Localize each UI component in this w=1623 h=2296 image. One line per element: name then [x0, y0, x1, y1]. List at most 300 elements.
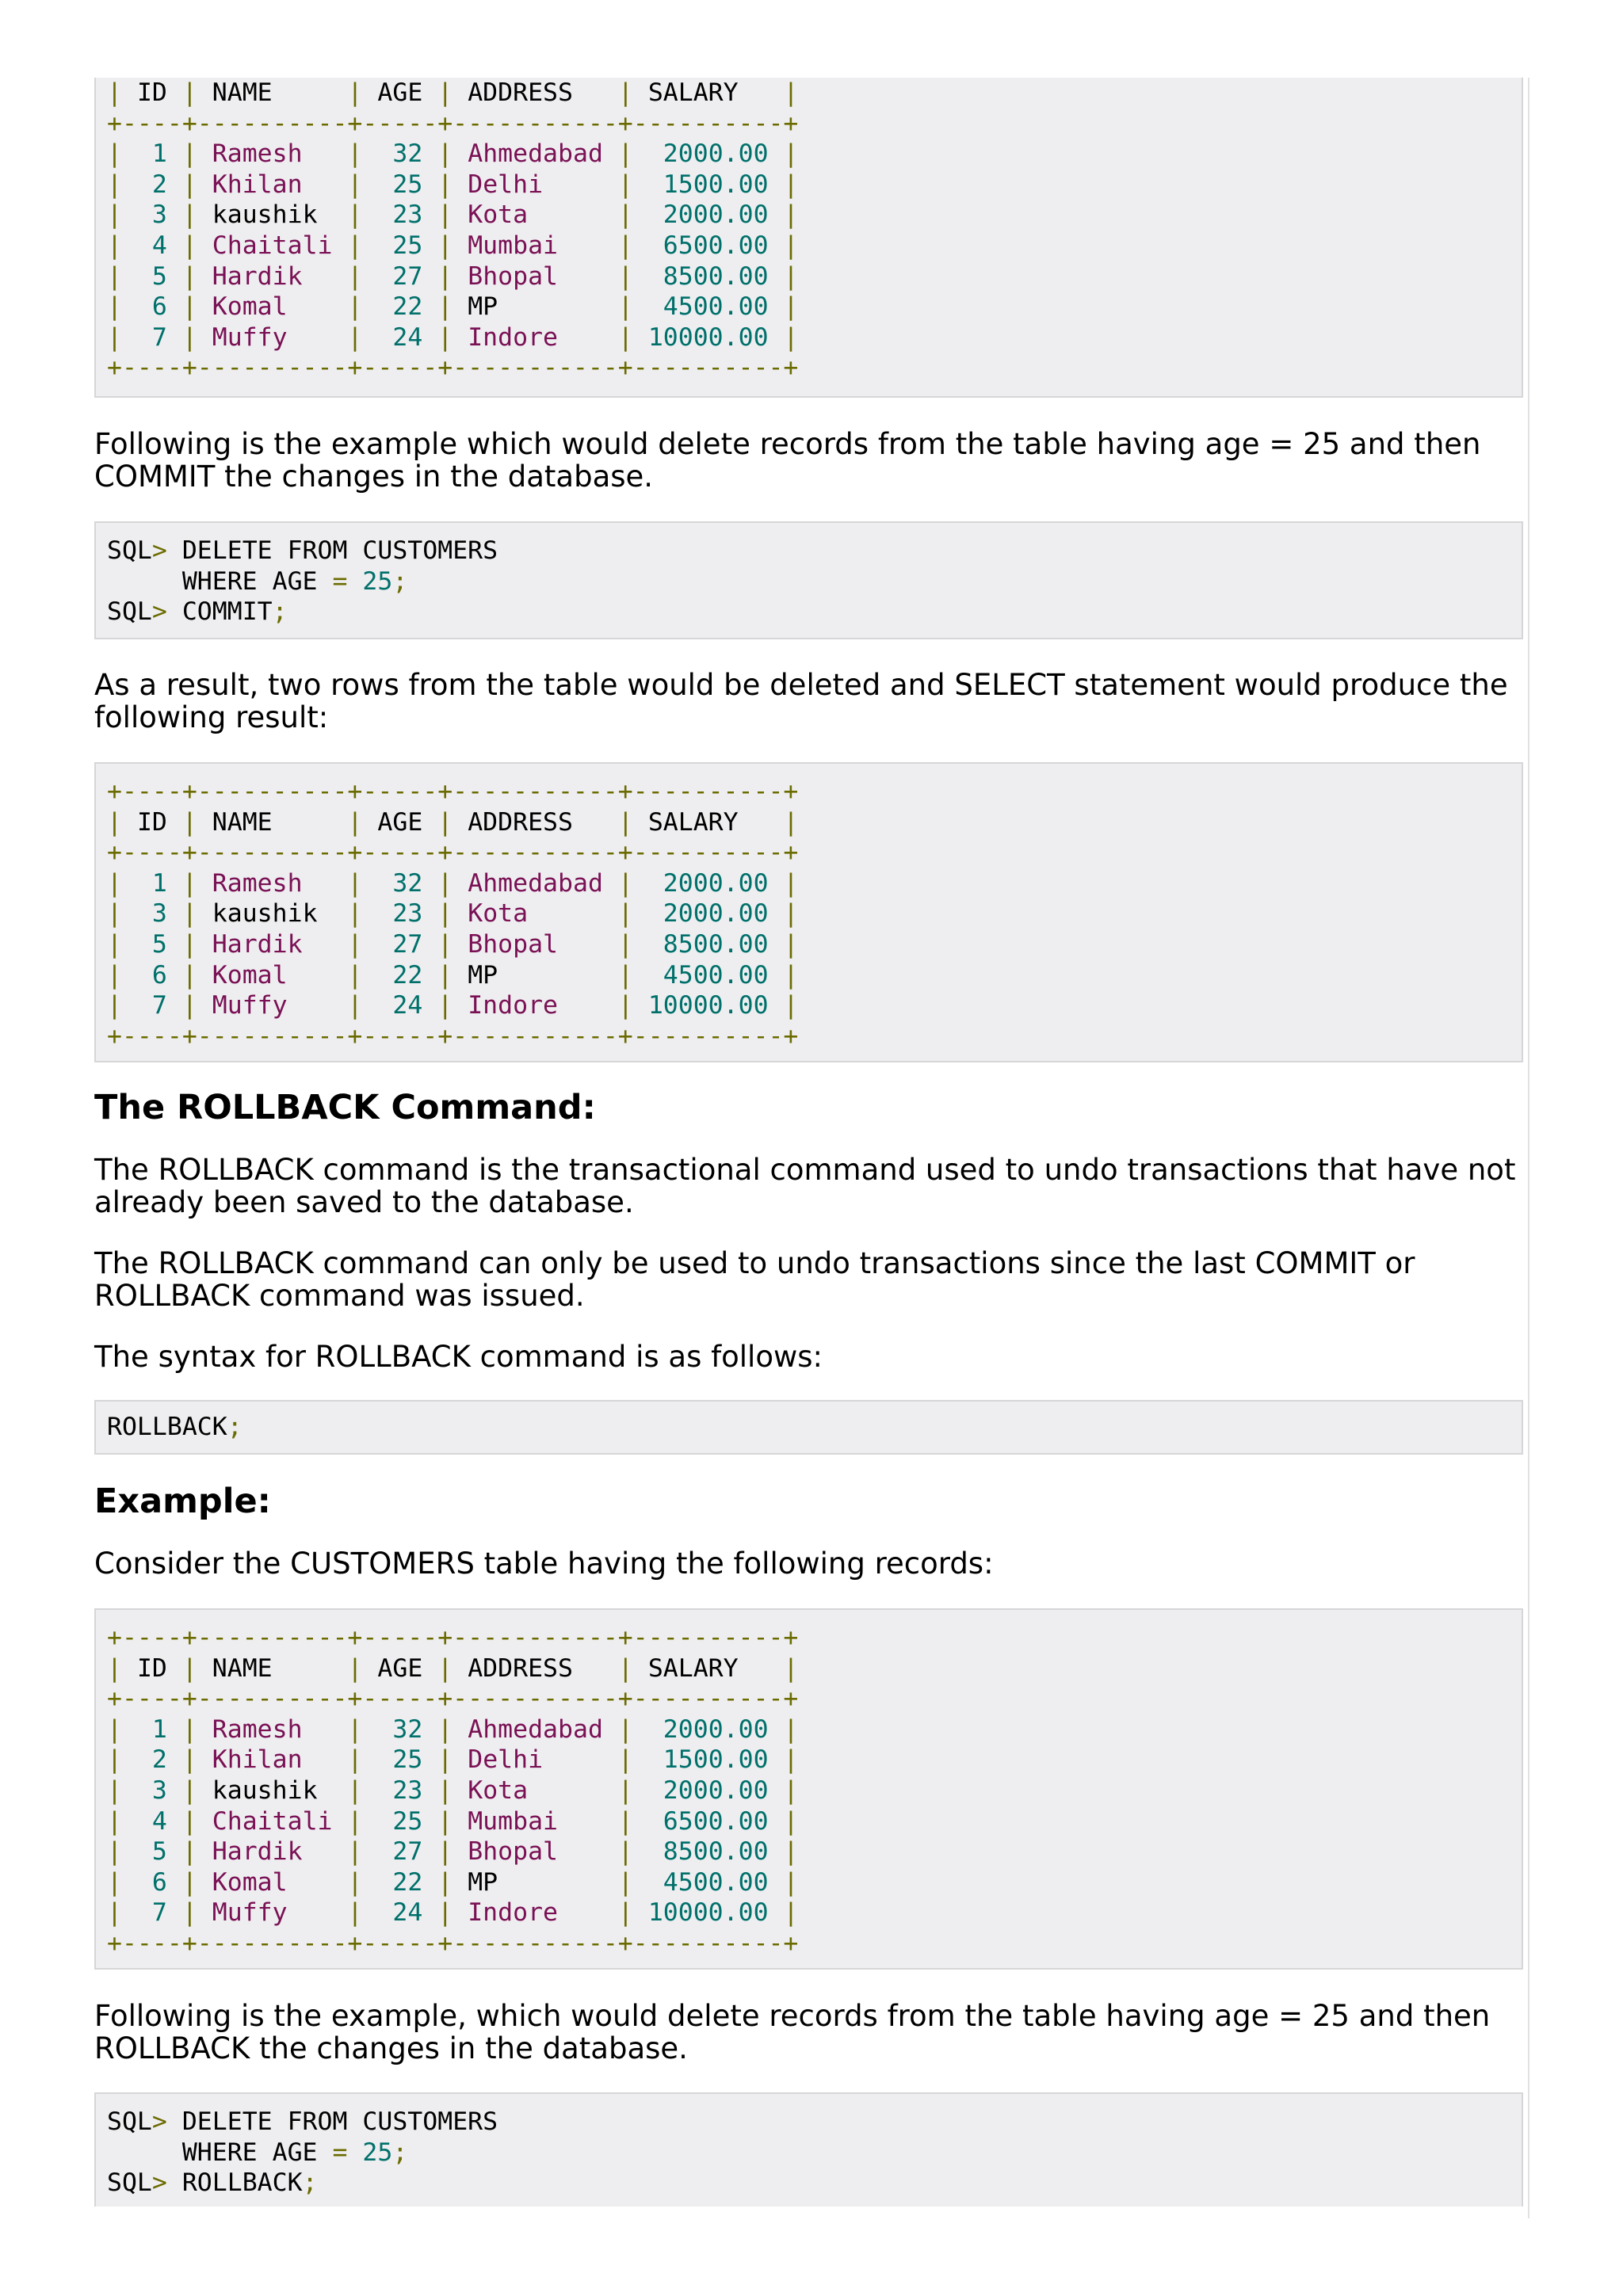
table-pipe: | [347, 200, 363, 230]
code-block-rollback [94, 2092, 1523, 2206]
table-row [107, 1714, 1510, 1745]
code-block-table-3 [94, 1608, 1523, 1970]
paragraph-rollback-description: The ROLLBACK command is the transactional command used to undo transactions that have not already been saved to the database. [94, 1153, 1516, 1219]
paragraph-commit-example: Following is the example which would delete records from the table having age = 25 and then COMMIT the changes in the database. [94, 427, 1481, 494]
code-token: ; [392, 2138, 408, 2167]
table-pipe: | [437, 1775, 453, 1805]
table-pipe: | [107, 899, 122, 929]
table-cell: 27 [392, 1837, 423, 1867]
code-line [107, 2107, 1510, 2138]
table-header-cell: ID [136, 807, 167, 837]
table-pipe: | [617, 807, 633, 837]
table-cell: Hardik [212, 1837, 303, 1867]
table-cell: 6500.00 [663, 1806, 769, 1836]
table-pipe: | [347, 261, 363, 291]
table-pipe: | [107, 1867, 122, 1897]
table-pipe: | [437, 292, 453, 322]
table-cell: 2000.00 [663, 868, 769, 898]
table-header-cell: SALARY [647, 807, 739, 837]
table-cell: 4 [151, 231, 167, 260]
table-cell: 6 [151, 960, 167, 990]
table-cell: 4500.00 [663, 1867, 769, 1897]
code-token: ROLLBACK [107, 1413, 227, 1441]
document-content [94, 78, 1523, 2206]
code-token: > [151, 2168, 167, 2198]
table-pipe: | [107, 78, 122, 107]
table-pipe: | [783, 261, 799, 291]
table-header-cell: ID [136, 1653, 167, 1683]
code-token: SQL [107, 2107, 152, 2136]
table-pipe: | [107, 200, 122, 230]
table-cell: 6500.00 [663, 231, 769, 260]
table-pipe: | [437, 1837, 453, 1867]
table-pipe: | [783, 899, 799, 929]
code-token [347, 2138, 362, 2167]
table-border: +----+----------+-----+-----------+----------+ [107, 838, 799, 868]
table-header-cell: NAME [212, 807, 273, 837]
table-pipe: | [783, 1775, 799, 1805]
code-token: ; [302, 2168, 318, 2198]
table-pipe: | [437, 1745, 453, 1775]
table-pipe: | [347, 322, 363, 352]
table-cell: Kota [468, 899, 529, 929]
table-pipe: | [107, 1775, 122, 1805]
table-pipe: | [617, 1837, 633, 1867]
table-pipe: | [437, 899, 453, 929]
table-row [107, 929, 1510, 960]
table-pipe: | [783, 78, 799, 107]
table-cell: MP [468, 292, 498, 322]
table-pipe: | [347, 807, 363, 837]
table-pipe: | [181, 1653, 197, 1683]
table-pipe: | [437, 929, 453, 959]
table-row [107, 322, 1510, 353]
table-cell: kaushik [212, 200, 318, 230]
table-pipe: | [783, 1653, 799, 1683]
code-token: ; [392, 566, 408, 596]
table-pipe: | [181, 1837, 197, 1867]
table-pipe: | [107, 960, 122, 990]
table-cell: kaushik [212, 1775, 318, 1805]
table-cell: 23 [392, 899, 423, 929]
table-pipe: | [181, 1775, 197, 1805]
table-pipe: | [437, 1867, 453, 1897]
table-row [107, 200, 1510, 231]
table-pipe: | [181, 1745, 197, 1775]
table-cell: 3 [151, 200, 167, 230]
table-header-row [107, 78, 1510, 109]
table-cell: 1500.00 [663, 1745, 769, 1775]
heading-rollback-command: The ROLLBACK Command: [94, 1088, 596, 1127]
table-pipe: | [437, 1898, 453, 1928]
table-header-row [107, 1653, 1510, 1684]
table-border: +----+----------+-----+-----------+----------+ [107, 353, 799, 383]
table-pipe: | [347, 1867, 363, 1897]
table-pipe: | [347, 231, 363, 260]
code-token: SQL [107, 536, 152, 565]
table-pipe: | [181, 1806, 197, 1836]
table-cell: Komal [212, 960, 288, 990]
table-row [107, 139, 1510, 170]
table-row [107, 1806, 1510, 1837]
table-pipe: | [783, 1745, 799, 1775]
table-row [107, 170, 1510, 200]
table-pipe: | [617, 1714, 633, 1744]
table-pipe: | [347, 1775, 363, 1805]
table-cell: Komal [212, 1867, 288, 1897]
table-cell: 32 [392, 139, 423, 169]
table-pipe: | [107, 1837, 122, 1867]
table-pipe: | [617, 170, 633, 199]
table-pipe: | [783, 807, 799, 837]
table-pipe: | [347, 1806, 363, 1836]
table-pipe: | [783, 170, 799, 199]
table-header-cell: NAME [212, 78, 273, 107]
table-pipe: | [347, 170, 363, 199]
table-cell: 2000.00 [663, 899, 769, 929]
table-pipe: | [783, 868, 799, 898]
table-cell: 5 [151, 261, 167, 291]
table-pipe: | [437, 139, 453, 169]
table-pipe: | [107, 261, 122, 291]
code-line [107, 2168, 1510, 2199]
table-pipe: | [617, 200, 633, 230]
code-token [347, 567, 362, 596]
table-cell: 6 [151, 1867, 167, 1897]
table-pipe: | [181, 929, 197, 959]
code-line [107, 566, 1510, 597]
table-border-line [107, 837, 1510, 868]
table-pipe: | [107, 991, 122, 1020]
table-pipe: | [107, 231, 122, 260]
table-cell: 2000.00 [663, 1775, 769, 1805]
code-token: ; [227, 1413, 242, 1441]
table-cell: 6 [151, 292, 167, 322]
code-block-table-2 [94, 762, 1523, 1062]
table-cell: 25 [392, 1806, 423, 1836]
table-cell: Chaitali [212, 231, 333, 260]
table-cell: 10000.00 [647, 991, 769, 1020]
table-row [107, 1745, 1510, 1775]
table-cell: 23 [392, 200, 423, 230]
table-pipe: | [107, 1653, 122, 1683]
table-pipe: | [347, 929, 363, 959]
table-pipe: | [107, 292, 122, 322]
table-pipe: | [617, 868, 633, 898]
table-border-line [107, 1684, 1510, 1714]
table-cell: Delhi [468, 170, 544, 199]
table-pipe: | [783, 1867, 799, 1897]
table-border-line [107, 1928, 1510, 1959]
table-cell: 1 [151, 1714, 167, 1744]
code-token: 25 [362, 2138, 393, 2167]
table-cell: Muffy [212, 1898, 288, 1928]
table-pipe: | [617, 292, 633, 322]
table-cell: 2 [151, 170, 167, 199]
table-pipe: | [181, 1714, 197, 1744]
code-line [107, 536, 1510, 566]
table-row [107, 1867, 1510, 1898]
table-cell: 2000.00 [663, 200, 769, 230]
table-cell: Bhopal [468, 261, 559, 291]
code-block-rollback-syntax [94, 1400, 1523, 1455]
table-pipe: | [437, 807, 453, 837]
table-pipe: | [783, 991, 799, 1020]
paragraph-rollback-syntax: The syntax for ROLLBACK command is as follows: [94, 1340, 823, 1374]
code-token: > [151, 2107, 167, 2136]
table-cell: kaushik [212, 899, 318, 929]
table-pipe: | [437, 231, 453, 260]
table-pipe: | [181, 960, 197, 990]
table-pipe: | [617, 261, 633, 291]
table-pipe: | [181, 170, 197, 199]
table-cell: 24 [392, 1898, 423, 1928]
table-cell: 7 [151, 991, 167, 1020]
table-pipe: | [783, 1806, 799, 1836]
table-cell: 5 [151, 929, 167, 959]
table-cell: 22 [392, 960, 423, 990]
table-cell: Indore [468, 1898, 559, 1928]
table-border: +----+----------+-----+-----------+----------+ [107, 1928, 799, 1958]
table-pipe: | [181, 200, 197, 230]
code-token: = [332, 2138, 348, 2167]
table-pipe: | [181, 807, 197, 837]
table-pipe: | [437, 78, 453, 107]
table-pipe: | [347, 78, 363, 107]
table-cell: Mumbai [468, 1806, 559, 1836]
table-pipe: | [437, 960, 453, 990]
table-cell: Ramesh [212, 1714, 303, 1744]
table-header-row [107, 807, 1510, 838]
table-cell: 7 [151, 322, 167, 352]
table-cell: 32 [392, 1714, 423, 1744]
table-pipe: | [107, 807, 122, 837]
table-pipe: | [783, 1898, 799, 1928]
table-pipe: | [181, 261, 197, 291]
table-pipe: | [107, 170, 122, 199]
code-token: WHERE AGE [107, 566, 333, 596]
table-pipe: | [437, 170, 453, 199]
table-cell: 2000.00 [663, 1714, 769, 1744]
table-cell: Ramesh [212, 868, 303, 898]
table-pipe: | [783, 1714, 799, 1744]
paragraph-consider: Consider the CUSTOMERS table having the following records: [94, 1547, 994, 1581]
table-pipe: | [347, 292, 363, 322]
table-cell: 25 [392, 1745, 423, 1775]
code-token: DELETE FROM CUSTOMERS [166, 2107, 498, 2136]
table-cell: 22 [392, 292, 423, 322]
table-row [107, 231, 1510, 261]
table-cell: 8500.00 [663, 1837, 769, 1867]
table-pipe: | [347, 868, 363, 898]
table-cell: MP [468, 1867, 498, 1897]
table-pipe: | [181, 292, 197, 322]
table-pipe: | [437, 868, 453, 898]
table-cell: Khilan [212, 1745, 303, 1775]
table-header-cell: NAME [212, 1653, 273, 1683]
table-pipe: | [617, 1745, 633, 1775]
table-pipe: | [783, 929, 799, 959]
table-cell: Bhopal [468, 929, 559, 959]
code-token: ROLLBACK [166, 2168, 303, 2198]
code-token: SQL [107, 2168, 152, 2198]
table-pipe: | [107, 1745, 122, 1775]
table-pipe: | [107, 868, 122, 898]
table-cell: 5 [151, 1837, 167, 1867]
table-cell: 10000.00 [647, 1898, 769, 1928]
table-cell: Indore [468, 322, 559, 352]
table-header-cell: ADDRESS [468, 78, 573, 107]
table-pipe: | [347, 899, 363, 929]
table-row [107, 868, 1510, 899]
code-line [107, 2138, 1510, 2168]
table-pipe: | [347, 1714, 363, 1744]
table-header-cell: ADDRESS [468, 1653, 573, 1683]
table-cell: 1 [151, 139, 167, 169]
code-token: SQL [107, 597, 152, 627]
table-row [107, 1897, 1510, 1928]
table-row [107, 898, 1510, 929]
table-cell: Ramesh [212, 139, 303, 169]
heading-example: Example: [94, 1482, 271, 1521]
table-pipe: | [181, 868, 197, 898]
code-line [107, 597, 1510, 627]
table-pipe: | [181, 1898, 197, 1928]
table-pipe: | [617, 991, 633, 1020]
table-cell: Hardik [212, 261, 303, 291]
code-token: ; [272, 597, 288, 627]
table-cell: Kota [468, 1775, 529, 1805]
table-pipe: | [617, 1898, 633, 1928]
table-pipe: | [437, 322, 453, 352]
table-cell: 1500.00 [663, 170, 769, 199]
table-pipe: | [437, 991, 453, 1020]
table-pipe: | [617, 929, 633, 959]
table-pipe: | [617, 1806, 633, 1836]
table-pipe: | [783, 139, 799, 169]
table-pipe: | [347, 991, 363, 1020]
table-border-line [107, 109, 1510, 139]
table-header-cell: AGE [377, 1653, 423, 1683]
table-pipe: | [181, 991, 197, 1020]
table-cell: 4500.00 [663, 292, 769, 322]
table-pipe: | [347, 960, 363, 990]
table-cell: 2000.00 [663, 139, 769, 169]
table-pipe: | [347, 139, 363, 169]
table-cell: 4 [151, 1806, 167, 1836]
table-border: +----+----------+-----+-----------+----------+ [107, 1684, 799, 1714]
table-cell: Ahmedabad [468, 139, 603, 169]
table-pipe: | [617, 1775, 633, 1805]
table-pipe: | [437, 200, 453, 230]
table-pipe: | [181, 139, 197, 169]
table-cell: Indore [468, 991, 559, 1020]
table-row [107, 960, 1510, 991]
code-token: = [332, 566, 348, 596]
code-block-commit [94, 521, 1523, 639]
table-row [107, 261, 1510, 292]
table-pipe: | [107, 929, 122, 959]
table-header-cell: ID [136, 78, 167, 107]
table-cell: 27 [392, 261, 423, 291]
table-cell: 10000.00 [647, 322, 769, 352]
table-cell: Kota [468, 200, 529, 230]
table-cell: 25 [392, 231, 423, 260]
table-pipe: | [617, 1653, 633, 1683]
table-cell: Komal [212, 292, 288, 322]
paragraph-result: As a result, two rows from the table would be deleted and SELECT statement would produce the following result: [94, 668, 1508, 734]
table-cell: 32 [392, 868, 423, 898]
table-border: +----+----------+-----+-----------+----------+ [107, 777, 799, 806]
table-border: +----+----------+-----+-----------+----------+ [107, 109, 799, 138]
code-token: > [151, 597, 167, 627]
table-border-line [107, 1021, 1510, 1052]
table-header-cell: AGE [377, 807, 423, 837]
table-pipe: | [783, 1837, 799, 1867]
table-pipe: | [181, 78, 197, 107]
table-cell: 27 [392, 929, 423, 959]
table-pipe: | [107, 1806, 122, 1836]
table-row [107, 292, 1510, 322]
paragraph-rollback-scope: The ROLLBACK command can only be used to undo transactions since the last COMMIT or ROLLBACK command was issued. [94, 1246, 1415, 1313]
table-pipe: | [107, 139, 122, 169]
table-pipe: | [347, 1837, 363, 1867]
table-cell: 1 [151, 868, 167, 898]
table-cell: Muffy [212, 322, 288, 352]
table-cell: 22 [392, 1867, 423, 1897]
table-pipe: | [617, 960, 633, 990]
table-cell: 3 [151, 1775, 167, 1805]
table-pipe: | [617, 78, 633, 107]
table-pipe: | [437, 1714, 453, 1744]
table-pipe: | [107, 322, 122, 352]
code-line [107, 1412, 1510, 1443]
table-border: +----+----------+-----+-----------+----------+ [107, 1623, 799, 1652]
table-cell: 8500.00 [663, 929, 769, 959]
table-cell: Khilan [212, 170, 303, 199]
table-border-line [107, 1623, 1510, 1653]
code-token: DELETE FROM CUSTOMERS [166, 536, 498, 565]
table-cell: Hardik [212, 929, 303, 959]
table-cell: 24 [392, 322, 423, 352]
table-pipe: | [437, 1806, 453, 1836]
table-pipe: | [617, 1867, 633, 1897]
table-cell: 3 [151, 899, 167, 929]
table-pipe: | [617, 231, 633, 260]
table-cell: 2 [151, 1745, 167, 1775]
table-row [107, 990, 1510, 1021]
table-cell: 4500.00 [663, 960, 769, 990]
table-pipe: | [437, 261, 453, 291]
table-row [107, 1775, 1510, 1806]
table-cell: 7 [151, 1898, 167, 1928]
paragraph-rollback-example: Following is the example, which would delete records from the table having age = 25 and then ROLLBACK the changes in the database. [94, 1999, 1491, 2065]
table-pipe: | [617, 139, 633, 169]
table-pipe: | [181, 322, 197, 352]
table-pipe: | [783, 231, 799, 260]
table-cell: Ahmedabad [468, 1714, 603, 1744]
code-token: > [151, 536, 167, 565]
table-cell: 25 [392, 170, 423, 199]
code-block-table-1 [94, 78, 1523, 398]
table-pipe: | [783, 322, 799, 352]
table-cell: Bhopal [468, 1837, 559, 1867]
table-pipe: | [783, 200, 799, 230]
table-pipe: | [181, 231, 197, 260]
table-pipe: | [107, 1714, 122, 1744]
table-pipe: | [347, 1653, 363, 1683]
table-border-line [107, 353, 1510, 383]
